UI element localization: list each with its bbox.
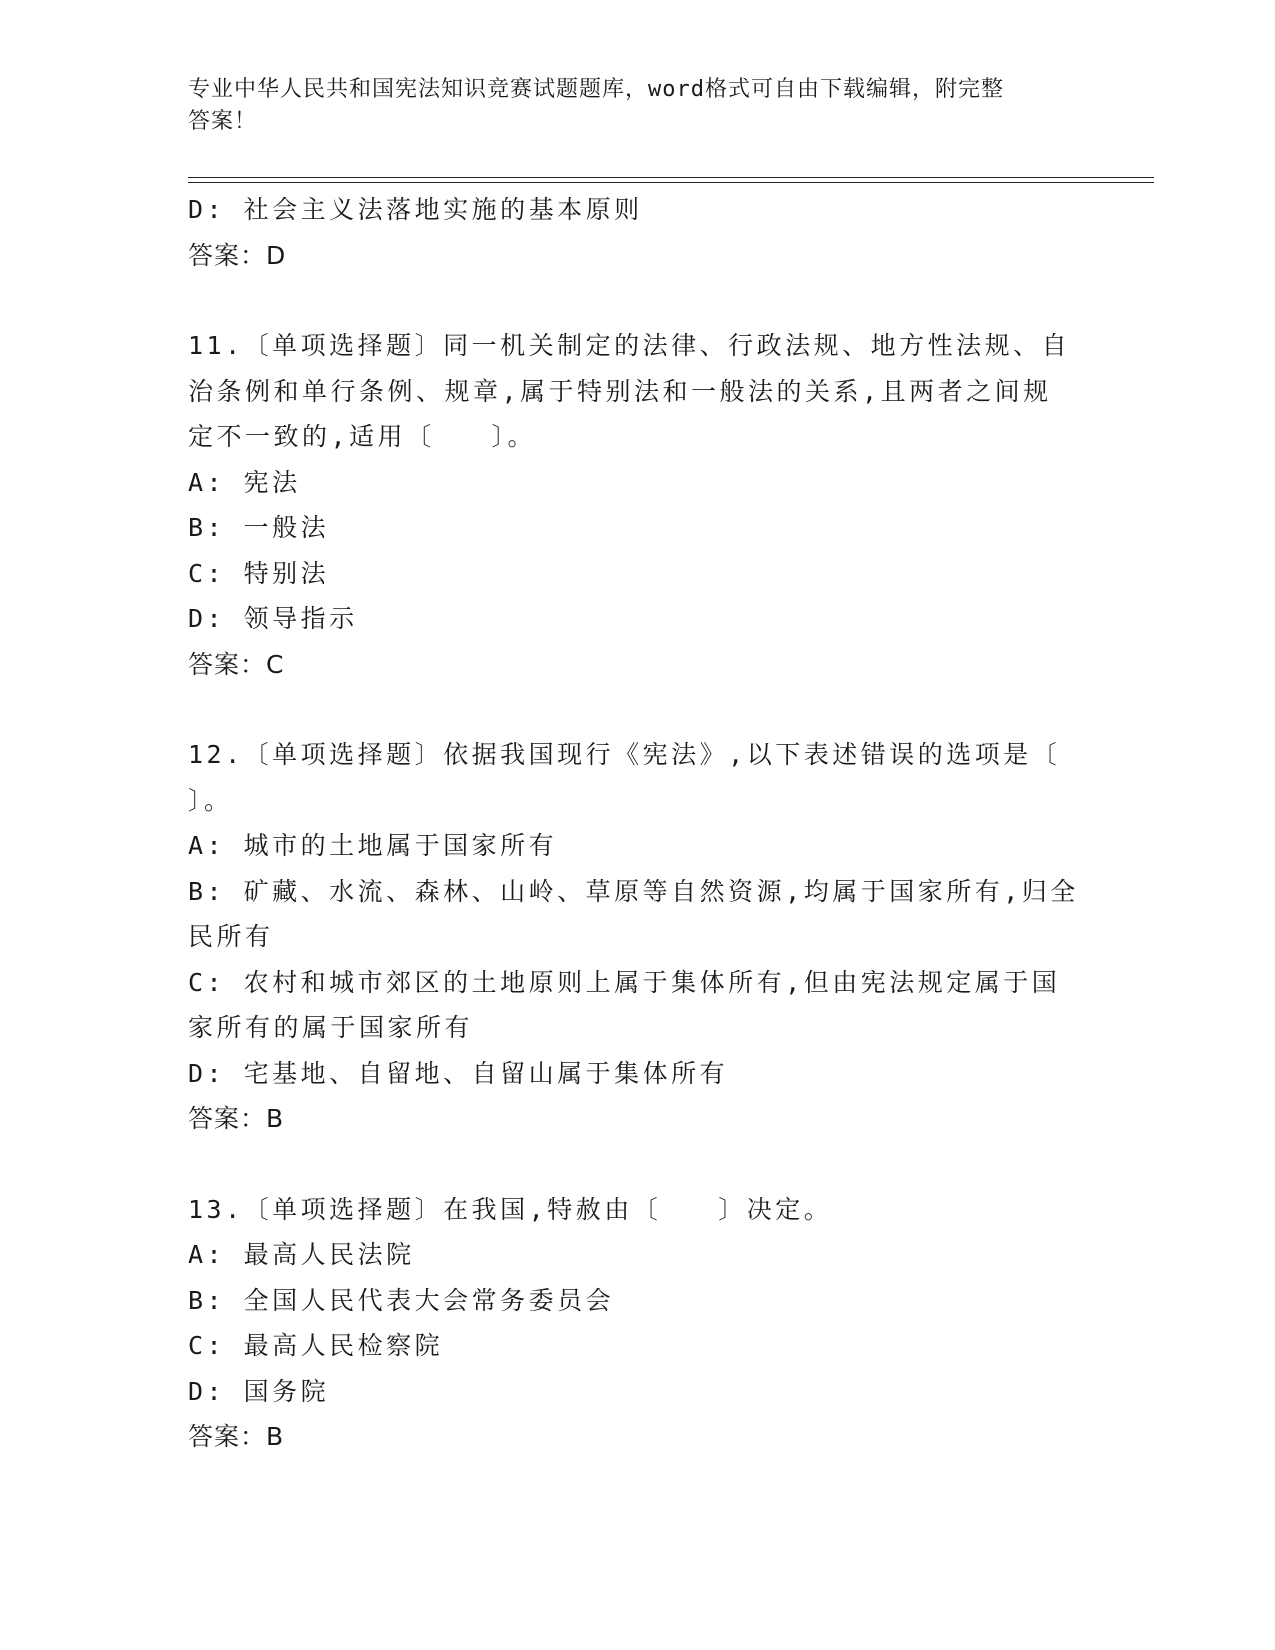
header-line-2: 答案！ (188, 109, 258, 134)
question-text-line: 〕。 (188, 785, 233, 815)
option-a: A: 宪法 (188, 467, 301, 497)
question-12 (188, 732, 1088, 1142)
spacer (188, 278, 1088, 323)
answer: 答案：D (188, 240, 287, 270)
question-text-line: 12.〔单项选择题〕依据我国现行《宪法》,以下表述错误的选项是〔 (188, 740, 1061, 769)
document-header (188, 74, 1068, 138)
header-rule-bottom (188, 182, 1154, 183)
option-a: A: 最高人民法院 (188, 1240, 415, 1269)
option-b: B: 矿藏、水流、森林、山岭、草原等自然资源,均属于国家所有,归全 (188, 876, 1079, 906)
option-b-cont: 民所有 (188, 922, 274, 951)
option-d: D: 国务院 (188, 1376, 330, 1406)
answer: 答案：B (188, 1422, 285, 1451)
option-d: D: 社会主义法落地实施的基本原则 (188, 195, 643, 224)
question-13 (188, 1187, 1088, 1460)
answer: 答案：C (188, 649, 285, 679)
question-text-line: 13.〔单项选择题〕在我国,特赦由〔 〕决定。 (188, 1194, 833, 1224)
answer: 答案：B (188, 1104, 285, 1133)
option-b: B: 一般法 (188, 513, 330, 542)
question-text-line: 治条例和单行条例、规章,属于特别法和一般法的关系,且两者之间规 (188, 376, 1052, 406)
spacer (188, 687, 1088, 732)
option-a: A: 城市的土地属于国家所有 (188, 831, 558, 860)
question-text-line: 定不一致的,适用〔 〕。 (188, 422, 537, 451)
option-c: C: 最高人民检察院 (188, 1331, 444, 1360)
header-line-1: 专业中华人民共和国宪法知识竞赛试题题库，word格式可自由下载编辑，附完整 (188, 77, 1004, 102)
option-c: C: 农村和城市郊区的土地原则上属于集体所有,但由宪法规定属于国 (188, 967, 1061, 997)
spacer (188, 1142, 1088, 1187)
option-c: C: 特别法 (188, 558, 330, 588)
option-b: B: 全国人民代表大会常务委员会 (188, 1285, 615, 1315)
option-d: D: 领导指示 (188, 604, 358, 633)
option-d: D: 宅基地、自留地、自留山属于集体所有 (188, 1058, 729, 1088)
question-11 (188, 323, 1088, 687)
question-text-line: 11.〔单项选择题〕同一机关制定的法律、行政法规、地方性法规、自 (188, 331, 1071, 360)
option-c-cont: 家所有的属于国家所有 (188, 1013, 474, 1042)
document-body (188, 187, 1088, 1460)
header-rule-top (188, 177, 1154, 178)
question-10-tail (188, 187, 1088, 278)
